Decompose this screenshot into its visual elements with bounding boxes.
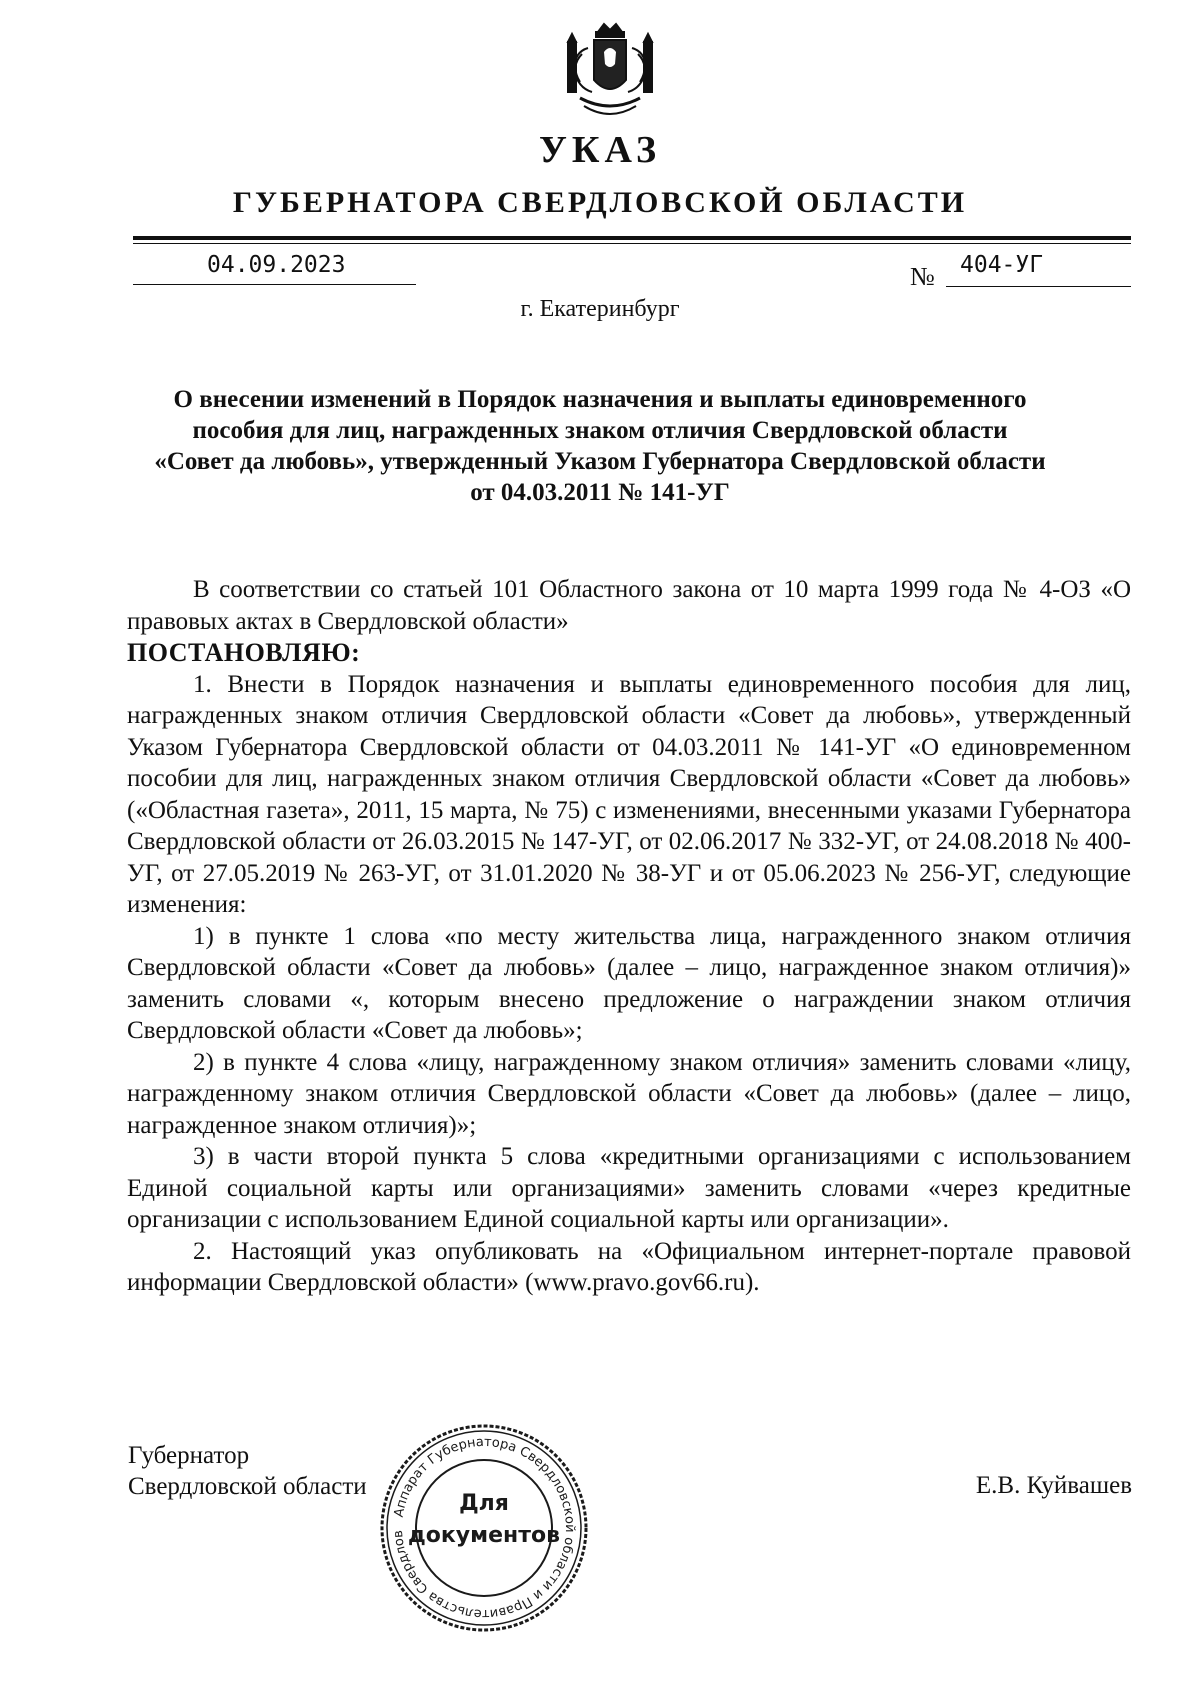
- paragraph-1: 1. Внести в Порядок назначения и выплаты единовременного пособия для лиц, награжденных знаком отличия Свердловской области «Совет да любовь», утвержденный Указом Губернатора Свердловской области от 04.03.2011 № 141-УГ «О единовременном пособии для лиц, награжденных знаком отличия Свердловской области «Совет да любовь» («Областная газета», 2011, 15 марта, № 75) с изменениями, внесенными указами Губернатора Свердловской области от 26.03.2015 № 147-УГ, от 02.06.2017 № 332-УГ, от 24.08.2018 № 400-УГ, от 27.05.2019 № 263-УГ, от 31.01.2020 № 38-УГ и от 05.06.2023 № 256-УГ, следующие изменения:: [127, 670, 1131, 918]
- paragraph-1-item-1: 1) в пункте 1 слова «по месту жительства лица, награжденного знаком отличия Свердловской области «Совет да любовь» (далее – лицо, награжденное знаком отличия)» заменить словами «, которым внесено предложение о награждении знаком отличия Свердловской области «Совет да любовь»;: [127, 922, 1131, 1044]
- paragraph-1-item-3: 3) в части второй пункта 5 слова «кредитными организациями с использованием Единой социальной карты или организациями» заменить словами «через кредитные организации с использованием Единой социальной карты или организации».: [127, 1143, 1131, 1233]
- stamp-center-line-2: документов: [407, 1523, 561, 1548]
- header-rule-thin: [133, 243, 1131, 244]
- number-sign: №: [910, 262, 935, 291]
- document-heading: О внесении изменений в Порядок назначения и выплаты единовременного пособия для лиц, награжденных знаком отличия Свердловской области «Совет да любовь», утвержденный Указом Губернатора Свердловской области от 04.03.2011 № 141-УГ: [154, 386, 1046, 506]
- position-line-1: Губернатор: [128, 1442, 250, 1469]
- number-underline: [946, 286, 1131, 287]
- city: г. Екатеринбург: [520, 296, 680, 322]
- position-line-2: Свердловской области: [128, 1473, 367, 1500]
- stamp-center-line-1: Для: [459, 1491, 509, 1516]
- header-rule: [133, 236, 1131, 240]
- signatory-position: [128, 1440, 367, 1502]
- coat-of-arms-emblem: [560, 18, 660, 126]
- paragraph-2: 2. Настоящий указ опубликовать на «Официальном интернет-портале правовой информации Свердловской области» (www.pravo.gov66.ru).: [127, 1237, 1131, 1296]
- official-stamp: [378, 1422, 590, 1634]
- document-body: [127, 574, 1131, 1299]
- date-underline: [133, 284, 416, 285]
- decree-number: 404-УГ: [960, 252, 1044, 278]
- stamp-ring-text: Аппарат Губернатора Свердловской области и Правительства Свердлов: [390, 1434, 578, 1622]
- resolve-clause: ПОСТАНОВЛЯЮ:: [127, 638, 361, 667]
- preamble: В соответствии со статьей 101 Областного закона от 10 марта 1999 года № 4-ОЗ «О правовых актах в Свердловской области»: [127, 576, 1131, 635]
- issuer-line: ГУБЕРНАТОРА СВЕРДЛОВСКОЙ ОБЛАСТИ: [232, 186, 968, 219]
- signatory-name: Е.В. Куйвашев: [975, 1472, 1132, 1499]
- decree-title: УКАЗ: [539, 129, 661, 171]
- decree-date: 04.09.2023: [207, 252, 346, 278]
- stamp-center-text: [378, 1488, 590, 1552]
- paragraph-1-item-2: 2) в пункте 4 слова «лицу, награжденному знаком отличия» заменить словами «лицу, награжденному знаком отличия Свердловской области «Совет да любовь» (далее – лицо, награжденное знаком отличия)»;: [127, 1048, 1131, 1139]
